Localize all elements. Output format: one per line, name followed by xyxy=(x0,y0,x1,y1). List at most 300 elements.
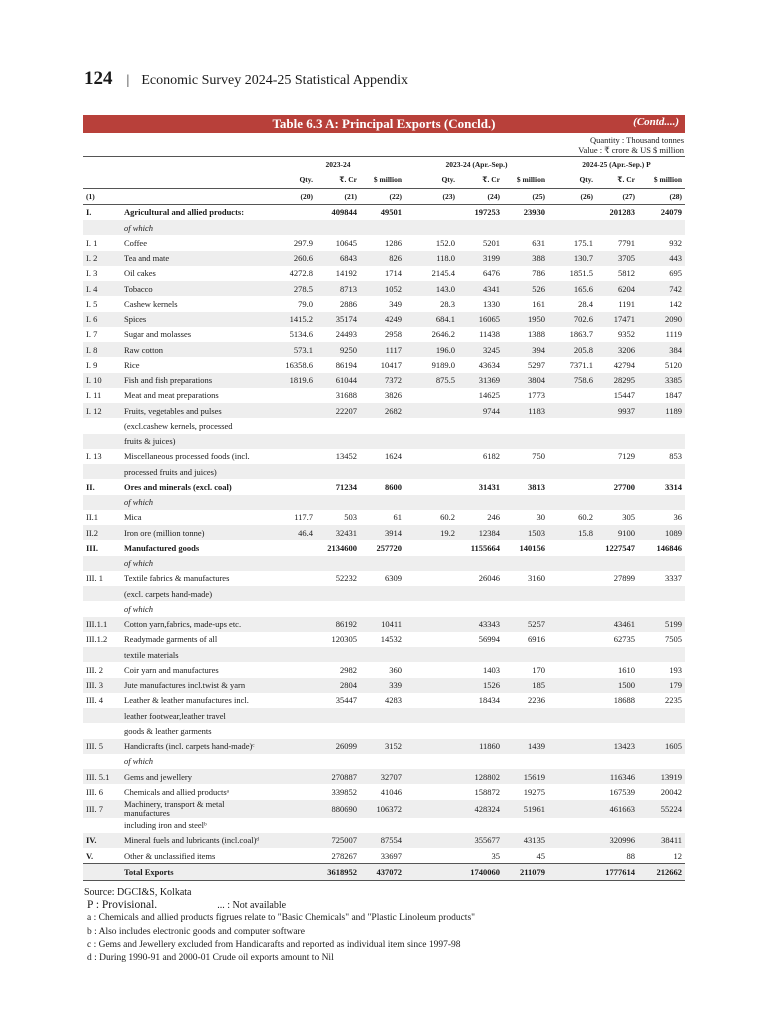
row-value xyxy=(548,556,596,571)
row-code xyxy=(83,864,121,880)
row-value xyxy=(503,647,548,662)
row-label: Raw cotton xyxy=(124,344,163,355)
row-label: Fish and fish preparations xyxy=(124,375,213,386)
row-value xyxy=(271,833,316,848)
row-value xyxy=(271,586,316,601)
column-number: (21) xyxy=(344,191,357,201)
row-value: 750 xyxy=(532,451,546,462)
row-value: 32431 xyxy=(335,527,357,538)
row-value: 6476 xyxy=(483,268,501,279)
row-value: 2235 xyxy=(665,695,683,706)
row-value: 128802 xyxy=(474,771,501,782)
row-value: 38411 xyxy=(661,835,683,846)
row-value xyxy=(271,800,316,818)
table-row xyxy=(83,708,685,723)
row-code: I. 9 xyxy=(86,359,98,370)
row-code: III. 5.1 xyxy=(86,771,110,782)
row-value: 9352 xyxy=(618,329,636,340)
row-value xyxy=(271,754,316,769)
row-label: Other & unclassified items xyxy=(124,850,216,861)
table-row xyxy=(83,495,685,510)
table-row xyxy=(83,601,685,616)
row-value: 167539 xyxy=(609,786,636,797)
row-value xyxy=(405,601,458,616)
row-value: 394 xyxy=(532,344,546,355)
row-value xyxy=(316,434,360,449)
row-value xyxy=(596,818,638,833)
row-value xyxy=(316,586,360,601)
row-value: 158872 xyxy=(474,786,501,797)
row-value: 2958 xyxy=(385,329,403,340)
row-value: 10417 xyxy=(380,359,403,370)
row-code xyxy=(83,418,121,433)
row-value xyxy=(360,647,405,662)
row-value xyxy=(548,754,596,769)
row-value xyxy=(458,586,503,601)
row-value xyxy=(503,464,548,479)
row-value xyxy=(405,540,458,555)
row-value xyxy=(458,601,503,616)
row-value: 270887 xyxy=(331,771,357,782)
row-value xyxy=(548,434,596,449)
row-value xyxy=(596,754,638,769)
column-header: ₹. Cr xyxy=(339,175,357,185)
table-row xyxy=(83,754,685,769)
row-value: 146846 xyxy=(656,542,683,553)
row-value: 10411 xyxy=(381,619,403,630)
row-value xyxy=(548,449,596,464)
row-value xyxy=(271,662,316,677)
row-value: 193 xyxy=(669,664,683,675)
row-value: 179 xyxy=(669,680,683,691)
row-code: III. 2 xyxy=(86,664,103,675)
row-value: 1605 xyxy=(665,741,683,752)
row-code: III.1.1 xyxy=(86,619,108,630)
row-value: 278267 xyxy=(331,850,357,861)
row-value: 320996 xyxy=(609,835,636,846)
row-value xyxy=(405,723,458,738)
column-number: (24) xyxy=(487,191,501,201)
row-label: Coir yarn and manufactures xyxy=(124,664,219,675)
row-value xyxy=(405,479,458,494)
row-value: 35447 xyxy=(335,695,357,706)
row-value: 257720 xyxy=(376,542,403,553)
row-code: I. 6 xyxy=(86,314,98,325)
row-value xyxy=(638,601,685,616)
row-value: 15.8 xyxy=(578,527,594,538)
row-value: 1439 xyxy=(528,741,546,752)
row-value: 165.6 xyxy=(573,283,594,294)
table-row xyxy=(83,800,685,818)
row-label: of which xyxy=(124,756,154,767)
row-value: 14625 xyxy=(478,390,501,401)
row-value xyxy=(316,723,360,738)
row-value: 384 xyxy=(669,344,683,355)
row-value xyxy=(271,632,316,647)
row-value xyxy=(360,754,405,769)
row-value: 28.4 xyxy=(578,298,594,309)
row-value: 388 xyxy=(532,253,546,264)
row-value: 31369 xyxy=(478,375,501,386)
row-value: 3618952 xyxy=(327,866,357,877)
row-value: 786 xyxy=(532,268,546,279)
row-value: 1819.6 xyxy=(289,375,313,386)
row-value: 1119 xyxy=(665,329,683,340)
table-row xyxy=(83,632,685,647)
row-value xyxy=(271,769,316,784)
row-value: 305 xyxy=(622,512,636,523)
row-value xyxy=(548,647,596,662)
row-value xyxy=(548,784,596,799)
row-value: 175.1 xyxy=(573,237,594,248)
row-value xyxy=(503,586,548,601)
row-value: 5134.6 xyxy=(289,329,313,340)
row-value: 17471 xyxy=(613,314,636,325)
row-value xyxy=(548,818,596,833)
row-value: 1863.7 xyxy=(569,329,594,340)
row-value: 16065 xyxy=(478,314,501,325)
row-value: 42794 xyxy=(613,359,636,370)
row-value xyxy=(596,601,638,616)
column-number: (1) xyxy=(86,191,95,201)
table-row xyxy=(83,678,685,693)
row-value xyxy=(548,864,596,880)
row-value xyxy=(548,739,596,754)
row-value xyxy=(316,556,360,571)
row-value: 161 xyxy=(532,298,546,309)
row-value: 55224 xyxy=(660,803,683,814)
row-value: 23930 xyxy=(523,207,546,218)
row-value: 526 xyxy=(532,283,546,294)
row-value: 3152 xyxy=(385,741,403,752)
row-value xyxy=(548,723,596,738)
row-value: 349 xyxy=(389,298,403,309)
row-value xyxy=(271,693,316,708)
row-value xyxy=(458,434,503,449)
row-value: 1403 xyxy=(483,664,501,675)
row-value: 201283 xyxy=(609,207,636,218)
row-code xyxy=(83,708,121,723)
table-row xyxy=(83,357,685,372)
row-value xyxy=(596,495,638,510)
row-value: 27700 xyxy=(613,481,636,492)
row-value: 5812 xyxy=(618,268,636,279)
row-value xyxy=(548,632,596,647)
row-value xyxy=(458,418,503,433)
table-row xyxy=(83,556,685,571)
row-value xyxy=(360,418,405,433)
row-value xyxy=(548,495,596,510)
row-value: 4283 xyxy=(385,695,403,706)
row-value: 60.2 xyxy=(440,512,456,523)
row-value: 62735 xyxy=(613,634,636,645)
row-value: 197253 xyxy=(474,207,501,218)
row-code: I. 7 xyxy=(86,329,98,340)
footer-notes xyxy=(84,886,475,965)
row-label: Cashew kernels xyxy=(124,298,178,309)
row-value: 43634 xyxy=(478,359,501,370)
row-value xyxy=(271,434,316,449)
column-number: (26) xyxy=(580,191,594,201)
row-code: III. 3 xyxy=(86,680,103,691)
row-value: 43135 xyxy=(523,835,546,846)
row-value xyxy=(271,708,316,723)
row-label: Jute manufactures incl.twist & yarn xyxy=(124,680,246,691)
row-value: 1052 xyxy=(385,283,403,294)
row-value xyxy=(271,617,316,632)
row-value: 1089 xyxy=(665,527,683,538)
row-value: 573.1 xyxy=(293,344,313,355)
row-value: 7129 xyxy=(618,451,636,462)
row-code: III. 7 xyxy=(86,803,103,814)
row-value xyxy=(638,418,685,433)
column-header: Qty. xyxy=(299,175,313,185)
row-value xyxy=(405,418,458,433)
row-value xyxy=(405,784,458,799)
row-value: 6309 xyxy=(385,573,403,584)
row-code xyxy=(83,754,121,769)
row-value: 12384 xyxy=(478,527,501,538)
row-value xyxy=(458,220,503,235)
row-label: Ores and minerals (excl. coal) xyxy=(124,481,232,492)
contd-label: (Contd....) xyxy=(633,116,679,128)
column-number: (25) xyxy=(532,191,546,201)
row-value: 3385 xyxy=(665,375,683,386)
row-value: 31431 xyxy=(478,481,501,492)
row-value: 49501 xyxy=(380,207,403,218)
period-header: 2023-24 (Apr.-Sep.) xyxy=(445,160,508,170)
row-label: Fruits, vegetables and pulses xyxy=(124,405,222,416)
row-value: 30 xyxy=(536,512,546,523)
row-label: Agricultural and allied products: xyxy=(124,207,245,218)
table-row xyxy=(83,251,685,266)
row-value: 5257 xyxy=(528,619,546,630)
row-value xyxy=(503,818,548,833)
row-value: 1610 xyxy=(618,664,636,675)
row-value: 19.2 xyxy=(440,527,456,538)
row-label: Oil cakes xyxy=(124,268,156,279)
row-value: 170 xyxy=(532,664,546,675)
row-value: 24493 xyxy=(335,329,357,340)
row-value: 27899 xyxy=(613,573,636,584)
row-value xyxy=(548,571,596,586)
row-value xyxy=(316,464,360,479)
footnote-d: d : During 1990-91 and 2000-01 Crude oil exports amount to Nil xyxy=(87,953,334,964)
column-number-row xyxy=(83,188,685,204)
row-value xyxy=(503,434,548,449)
row-value: 5201 xyxy=(483,237,501,248)
row-value: 185 xyxy=(532,680,546,691)
table-row xyxy=(83,281,685,296)
row-value xyxy=(548,708,596,723)
footnote-a: a : Chemicals and allied products figrues relate to "Basic Chemicals" and "Plastic Linoleum products" xyxy=(87,913,476,924)
row-value: 35 xyxy=(491,850,501,861)
column-number: (20) xyxy=(300,191,313,201)
row-value: 87554 xyxy=(380,835,403,846)
row-value xyxy=(405,556,458,571)
row-value: 13452 xyxy=(335,451,357,462)
row-value: 1526 xyxy=(483,680,501,691)
row-label: leather footwear,leather travel xyxy=(124,710,226,721)
column-header-row xyxy=(83,172,685,188)
column-header: ₹. Cr xyxy=(482,175,501,185)
table-row xyxy=(83,266,685,281)
row-code xyxy=(83,434,121,449)
row-value xyxy=(405,754,458,769)
row-value: 2886 xyxy=(340,298,357,309)
table-row xyxy=(83,848,685,864)
row-value xyxy=(548,678,596,693)
row-value xyxy=(405,617,458,632)
row-value: 120305 xyxy=(331,634,357,645)
row-value xyxy=(360,556,405,571)
row-value xyxy=(405,833,458,848)
row-value: 4272.8 xyxy=(289,268,313,279)
row-value xyxy=(548,388,596,403)
table-row xyxy=(83,525,685,540)
row-label: of which xyxy=(124,497,154,508)
row-label: Coffee xyxy=(124,237,147,248)
row-value xyxy=(596,464,638,479)
row-value xyxy=(271,540,316,555)
table-row xyxy=(83,342,685,357)
row-value: 1714 xyxy=(385,268,403,279)
row-value xyxy=(360,586,405,601)
row-label: Sugar and molasses xyxy=(124,329,192,340)
row-label: Mineral fuels and lubricants (incl.coal)ᵈ xyxy=(124,835,260,846)
row-value: 106372 xyxy=(376,803,403,814)
row-value: 11860 xyxy=(479,741,501,752)
row-value: 3337 xyxy=(665,573,683,584)
row-value: 152.0 xyxy=(435,237,456,248)
period-header-row xyxy=(83,157,685,173)
row-value: 2804 xyxy=(340,680,357,691)
row-value: 61 xyxy=(393,512,403,523)
row-value xyxy=(405,678,458,693)
row-value xyxy=(271,556,316,571)
row-value: 14192 xyxy=(335,268,357,279)
column-number: (28) xyxy=(669,191,683,201)
table-title-bar xyxy=(83,115,685,133)
header-separator: | xyxy=(126,73,130,88)
row-code: I. 2 xyxy=(86,253,98,264)
row-value xyxy=(503,754,548,769)
row-value: 853 xyxy=(669,451,683,462)
row-value xyxy=(405,388,458,403)
row-value: 4249 xyxy=(385,314,403,325)
row-value: 1227547 xyxy=(605,542,636,553)
row-label: Cotton yarn,fabrics, made-ups etc. xyxy=(124,619,242,630)
row-value: 880690 xyxy=(331,803,357,814)
row-value: 32707 xyxy=(380,771,403,782)
row-value xyxy=(405,632,458,647)
row-value: 1415.2 xyxy=(289,314,313,325)
row-code xyxy=(83,723,121,738)
table-row xyxy=(83,510,685,525)
row-code: I. 1 xyxy=(86,237,98,248)
row-value: 28295 xyxy=(613,375,636,386)
row-value: 631 xyxy=(532,237,546,248)
row-value: 36 xyxy=(673,512,683,523)
units-value: Value : ₹ crore & US $ million xyxy=(578,145,684,155)
row-value: 6843 xyxy=(340,253,357,264)
row-value: 211079 xyxy=(519,866,546,877)
row-value xyxy=(405,864,458,880)
table-row xyxy=(83,434,685,449)
table-row xyxy=(83,739,685,754)
row-value xyxy=(548,769,596,784)
page-header xyxy=(84,68,408,92)
row-value: 13919 xyxy=(660,771,683,782)
row-value: 22207 xyxy=(335,405,357,416)
row-value xyxy=(405,434,458,449)
row-label: textile materials xyxy=(124,649,179,660)
row-value xyxy=(360,708,405,723)
row-value: 43461 xyxy=(613,619,636,630)
row-value: 60.2 xyxy=(578,512,594,523)
row-code: V. xyxy=(86,850,94,861)
row-value: 116346 xyxy=(609,771,636,782)
row-value: 9250 xyxy=(340,344,357,355)
row-code: II.2 xyxy=(86,527,99,538)
row-value xyxy=(596,708,638,723)
row-value: 6916 xyxy=(528,634,546,645)
row-value xyxy=(638,723,685,738)
row-value xyxy=(316,220,360,235)
row-value: 24079 xyxy=(660,207,683,218)
table-row xyxy=(83,235,685,250)
row-value: 6182 xyxy=(483,451,501,462)
row-value xyxy=(405,662,458,677)
row-code: IV. xyxy=(86,835,97,846)
row-value: 3245 xyxy=(483,344,501,355)
row-value xyxy=(405,204,458,220)
row-value xyxy=(271,647,316,662)
row-code: III. 4 xyxy=(86,695,103,706)
row-value xyxy=(271,479,316,494)
row-value xyxy=(638,586,685,601)
row-value: 2236 xyxy=(528,695,546,706)
row-value: 2145.4 xyxy=(431,268,456,279)
row-value: 7505 xyxy=(665,634,683,645)
table-row xyxy=(83,617,685,632)
row-value xyxy=(360,220,405,235)
table-row xyxy=(83,403,685,418)
row-value xyxy=(405,848,458,864)
row-value: 13423 xyxy=(613,741,636,752)
row-code: I. 13 xyxy=(86,451,102,462)
row-value xyxy=(503,708,548,723)
table-row xyxy=(83,769,685,784)
row-value: 702.6 xyxy=(573,314,594,325)
table-row xyxy=(83,540,685,555)
row-value xyxy=(271,784,316,799)
row-label: Mica xyxy=(124,512,142,523)
row-value xyxy=(596,723,638,738)
row-label: (excl.cashew kernels, processed xyxy=(124,420,233,431)
table-row xyxy=(83,818,685,833)
row-value: 26099 xyxy=(335,741,357,752)
table-row xyxy=(83,464,685,479)
row-value xyxy=(638,220,685,235)
row-value: 1777614 xyxy=(605,866,636,877)
row-value: 12 xyxy=(673,850,683,861)
row-label: Miscellaneous processed foods (incl. xyxy=(124,451,250,462)
row-value xyxy=(405,708,458,723)
row-value: 8600 xyxy=(385,481,403,492)
row-value: 1330 xyxy=(483,298,501,309)
table-row xyxy=(83,647,685,662)
